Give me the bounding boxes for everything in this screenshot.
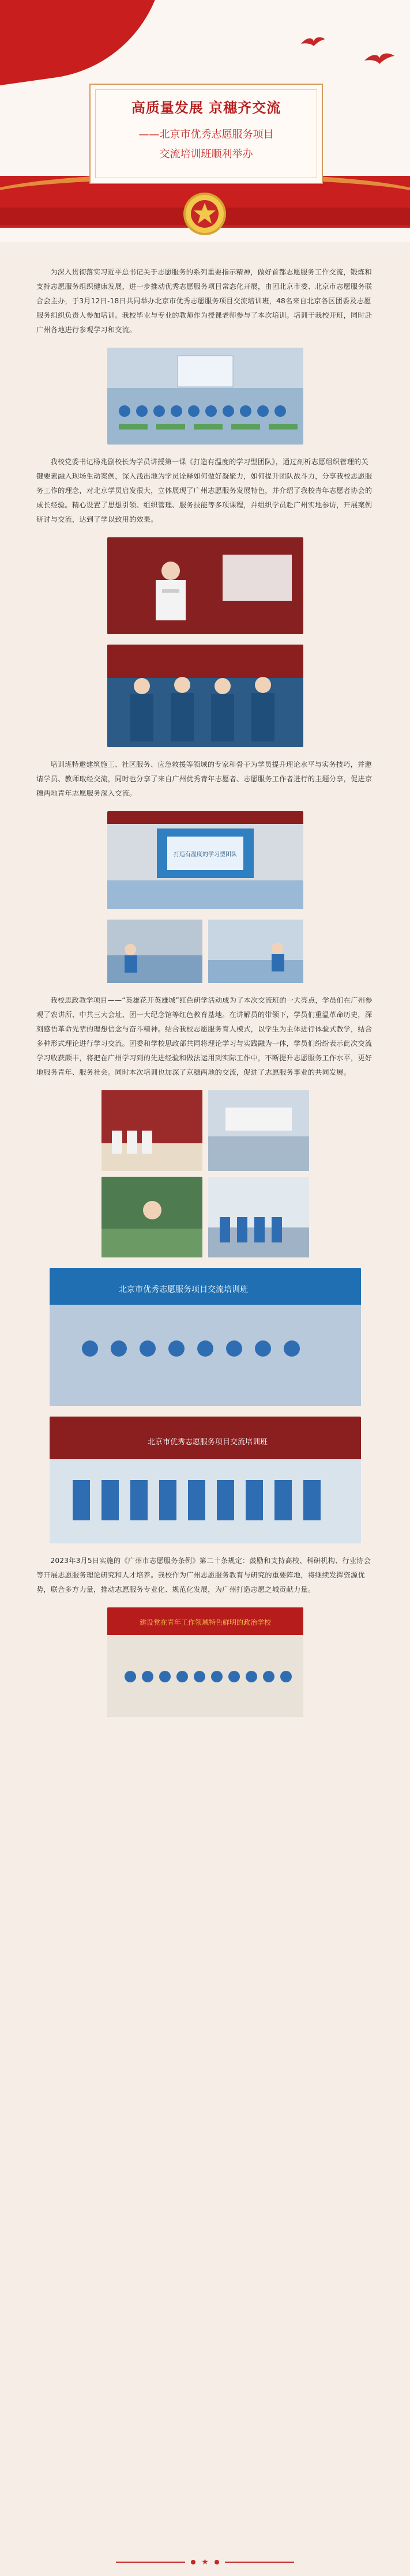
- banner-caption: 北京市优秀志愿服务项目交流培训班: [147, 1438, 268, 1447]
- star-icon: ★: [201, 2558, 209, 2567]
- bird-icon: [300, 33, 326, 48]
- dot-icon: [215, 2560, 219, 2564]
- photo-students: [107, 645, 303, 747]
- banner-caption: 建设党在青年工作领域特色鲜明的政治学校: [139, 1618, 271, 1626]
- article-paragraph: 2023年3月5日实施的《广州市志愿服务条例》第二十条规定：鼓励和支持高校、科研机构、行业协会等开展志愿服务理论研究和人才培养。我校作为广州志愿服务教育与研究的重要阵地，将继续发挥资源优势，联合多方力量，推动志愿服务专业化、规范化发展，为广州打造志愿之城贡献力量。: [36, 1557, 371, 1594]
- photo-collage-cell: [101, 1177, 202, 1257]
- photo-group-class: [50, 1268, 361, 1406]
- photo-grid-cell: [208, 920, 303, 983]
- photo-screen-presentation: [107, 811, 303, 909]
- article-paragraph: 为深入贯彻落实习近平总书记关于志愿服务的系列重要指示精神，做好首都志愿服务工作交流，锻炼和支持志愿服务组织健康发展，进一步推动优秀志愿服务项目常态化开展，由团北京市委、北京市志愿服务联合会主办，于3月12日-18日共同举办北京市优秀志愿服务项目交流培训班，48名来自北京各区团委及志愿服务组织负责人参加培训。我校毕业与专业的教师作为授课老师参与了本次培训。培训于我校开班，同时赴广州各地进行参观学习和交流。: [36, 268, 373, 334]
- bird-icon: [363, 49, 396, 66]
- divider: [225, 2562, 294, 2563]
- photo-collage-cell: [208, 1090, 309, 1171]
- photo-collage-cell: [101, 1090, 202, 1171]
- photo-collage-cell: [208, 1177, 309, 1257]
- divider: [116, 2562, 185, 2563]
- photo-classroom-1: [107, 348, 303, 445]
- article-paragraph: 我校思政教学项目——“英雄花开英雄城”红色研学活动成为了本次交流班的一大亮点，学员们在广州参观了农讲所、中共三大会址、团一大纪念馆等红色教育基地。在讲解员的带领下，学员们重温革命历史，深刻感悟革命先辈的理想信念与奋斗精神。结合我校志愿服务育人模式，以学生为主体进行体验式教学，结合多种形式理论进行学习交流。团委和学校思政部共同将理论学习与实践融为一体，学员们纷纷表示此次交流学习收获颇丰，将把在广州学习到的先进经验和做法运用到实际工作中，不断提升志愿服务工作水平，更好地服务青年、服务社会。同时本次培训也加深了京穗两地的交流，促进了志愿服务事业的共同发展。: [36, 996, 373, 1076]
- page-subtitle-line1: ——北京市优秀志愿服务项目: [138, 129, 274, 141]
- banner-caption: 北京市优秀志愿服务项目交流培训班: [118, 1285, 248, 1294]
- photo-collage: [101, 1090, 309, 1257]
- photo-lecturer: [107, 537, 303, 634]
- decorative-red-wave: [0, 0, 181, 89]
- page-subtitle-line2: 交流培训班顺利举办: [159, 148, 253, 160]
- article-paragraph: 培训班特邀建筑施工、社区服务、应急救援等领域的专家和骨干为学员提升理论水平与实务技巧，并邀请学员、教师取经交流，同时也分享了来自广州优秀青年志愿者、志愿服务工作者进行的主题分享，促进京穗两地青年志愿服务深入交流。: [36, 760, 373, 797]
- article-paragraph: 我校党委书记杨兆副校长为学员讲授第一课《打造有温度的学习型团队》，通过剖析志愿组织管理的关键要素融入现场生动案例，深入浅出地为学员诠释如何做好凝聚力，如何提升团队战斗力，分享我校志愿服务工作的理念，对北京学员启发很大，立体展现了广州志愿服务发展特色，并介绍了我校青年志愿者协会的成长经验。精心设置了思想引领、组织管理、服务技能等多项课程，并组织学员赴广州实地参访，开展案例研讨与交流，达到了学以致用的效果。: [36, 458, 373, 524]
- footer-decoration: [0, 2548, 410, 2576]
- dot-icon: [191, 2560, 195, 2564]
- header-banner: [0, 0, 410, 242]
- page-title: 高质量发展 京穗齐交流: [131, 100, 281, 116]
- photo-group-outdoor: [50, 1417, 361, 1543]
- photo-grid: [107, 920, 303, 983]
- photo-grid-cell: [107, 920, 202, 983]
- screen-caption: 打造有温度的学习型团队: [173, 852, 237, 858]
- article-content: [36, 265, 374, 1727]
- photo-final-group: [107, 1607, 303, 1717]
- title-box: [89, 84, 323, 184]
- star-medal-icon: [186, 195, 224, 233]
